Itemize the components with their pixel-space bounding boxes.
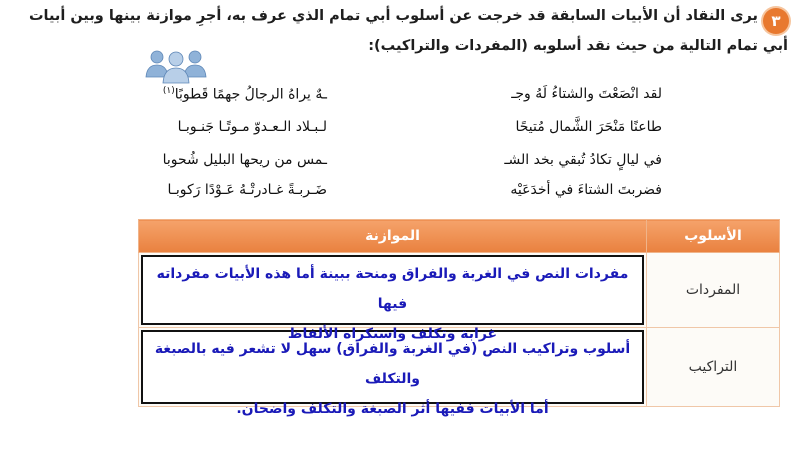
verse-1-first-hemistich: لقد انْصَعْتَ والشتاءُ لَهُ وجـ	[511, 86, 662, 102]
footnote-marker: (١)	[162, 86, 175, 96]
verse-1-second-hemistich: ـهٌ يراهُ الرجالُ جهمًا قَطوبًا$^{(١)}$	[162, 86, 327, 103]
question-text-line1: يرى النقاد أن الأبيات السابقة قد خرجت عن أسلوب أبي تمام الذي عرف به، أجرِ موازنة بينها وبين أبيات	[28, 8, 758, 24]
row-label-structures: التراكيب	[647, 328, 780, 407]
answer-box-vocabulary[interactable]	[141, 255, 644, 342]
row-label-vocabulary: المفردات	[647, 253, 780, 328]
answer-cell	[139, 253, 647, 342]
answer-line: أما الأبيات ففيها أثر الصبغة والتكلف واضحان.	[236, 401, 549, 417]
answer-box-structures[interactable]	[141, 330, 644, 417]
comparison-table	[138, 219, 780, 417]
verse-3-second-hemistich: ـمس من ريحها البليل شُحوبا	[162, 152, 327, 168]
answer-line: غرابة وتكلف واستكراه الألفاظ	[287, 326, 498, 342]
verse-2-first-hemistich: طاعنًا مَنْحَرَ الشَّمال مُتيحًا	[515, 119, 662, 135]
header-style: الأسلوب	[647, 220, 780, 253]
users-icon	[143, 47, 209, 85]
verse-3-first-hemistich: في ليالٍ تكادُ تُبقي بخد الشـ	[504, 152, 662, 168]
verse-2-second-hemistich: لـبـلاد الـعـدوّ مـوتًـا جَنـوبـا	[177, 119, 327, 135]
table-header-row	[139, 220, 780, 253]
answer-line: مفردات النص في الغربة والفراق ومنحة ببينة أما هذه الأبيات مفرداته فيها	[156, 266, 629, 312]
question-number-badge: ٣	[763, 8, 789, 34]
question-text-line2: أبي تمام التالية من حيث نقد أسلوبه (المفردات والتراكيب):	[368, 38, 788, 54]
table-row	[139, 253, 780, 328]
answer-cell	[139, 328, 647, 417]
verse-4-first-hemistich: فضربتَ الشتاءَ في أخدَعَيْه	[510, 182, 662, 198]
answer-line: أسلوب وتراكيب النص (في الغربة والفراق) سهل لا تشعر فيه بالصبغة والتكلف	[154, 341, 631, 387]
verse-4-second-hemistich: ضَـربـةً غـادرتْـهُ عَـوْدًا رَكوبـا	[167, 182, 327, 198]
table-row	[139, 328, 780, 407]
header-comparison: الموازنة	[139, 220, 647, 253]
